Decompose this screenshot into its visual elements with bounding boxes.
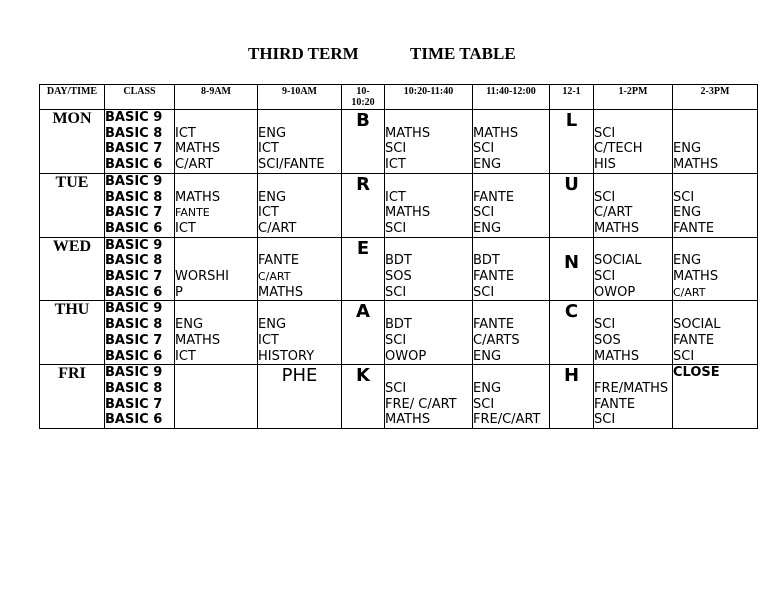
subject-line: FRE/ C/ART [385,396,457,412]
day-row-tue [40,173,758,237]
header-2-3pm: 2-3PM [673,85,758,110]
subject-line: C/ARTS [473,332,520,348]
title-timetable: TIME TABLE [410,44,516,63]
subject-line [473,238,549,254]
cell-1-2pm [594,173,673,237]
subject-line: C/ART [673,285,706,299]
lunch-letter-cell [550,301,594,365]
cell-8-9am [175,110,258,174]
subject-line: SCI [473,205,495,221]
cell-9-10am [258,110,342,174]
subject-line [673,110,757,126]
lunch-letter: N [563,251,580,273]
subject-line [175,397,257,413]
cell-9-10am [258,173,342,237]
class-label: BASIC 9 [105,365,163,381]
subject-line: SCI [385,380,407,396]
subject-line: C/ART [594,205,633,221]
cell-1140-1200 [473,173,550,237]
subject-line: P [175,284,183,300]
header-daytime: DAY/TIME [40,85,105,110]
class-label: BASIC 6 [105,220,163,236]
subject-line: ENG [175,317,204,333]
subject-line: SCI [473,141,495,157]
subject-line: MATHS [175,141,221,157]
cell-2-3pm [673,237,758,301]
class-label: BASIC 7 [105,269,163,285]
subject-line: ICT [258,141,279,157]
cell-2-3pm [673,110,758,174]
subject-line: ICT [385,157,406,173]
cell-9-10am [258,301,342,365]
subject-line: ENG [673,205,702,221]
page-title [0,44,768,66]
break-letter: E [356,237,370,259]
cell-1-2pm [594,365,673,429]
break-letter-cell [342,365,385,429]
subject-line: FANTE [473,189,515,205]
class-label: BASIC 7 [105,141,163,157]
subject-line: ENG [473,157,502,173]
subject-line: SCI [594,189,616,205]
subject-line: FANTE [594,396,636,412]
subject-line: SCI [473,396,495,412]
subject-line: SCI [385,332,407,348]
subject-line: FANTE [673,220,715,236]
subject-line [175,253,257,269]
subject-line: SCI [385,284,407,300]
day-label: TUE [40,173,105,237]
subject-line [473,174,549,190]
header-1020-1140: 10:20-11:40 [385,85,473,110]
title-term: THIRD TERM [248,44,359,63]
subject-line [594,110,672,126]
subject-line: SCI [385,220,407,236]
header-12-1: 12-1 [550,85,594,110]
subject-line: SOS [594,332,621,348]
cell-8-9am [175,365,258,429]
subject-line: FANTE [175,206,210,220]
subject-line: CLOSE [673,365,720,381]
subject-line [673,126,757,142]
subject-line [473,365,549,381]
subject-line [473,301,549,317]
day-label: MON [40,110,105,174]
subject-line: SOCIAL [673,317,721,333]
cell-9-10am [258,237,342,301]
break-letter-cell [342,301,385,365]
subject-line [673,238,757,254]
cell-2-3pm [673,173,758,237]
subject-line: OWOP [385,348,427,364]
subject-line: FANTE [258,253,300,269]
lunch-letter: L [565,110,578,131]
lunch-letter-cell [550,237,594,301]
cell-1-2pm [594,237,673,301]
cell-2-3pm [673,301,758,365]
subject-line [673,174,757,190]
subject-line [673,397,757,413]
subject-line: ENG [258,189,287,205]
lunch-letter-cell [550,110,594,174]
timetable-body [40,110,758,429]
class-label: BASIC 8 [105,189,163,205]
subject-line [473,110,549,126]
subject-line: MATHS [473,125,519,141]
subject-line: MATHS [175,332,221,348]
day-row-wed [40,237,758,301]
class-label: BASIC 9 [105,237,163,253]
break-letter-cell [342,173,385,237]
subject-line: C/TECH [594,141,643,157]
subject-line: ICT [175,348,196,364]
class-list [105,301,175,365]
timetable [39,84,758,429]
cell-1140-1200 [473,365,550,429]
subject-line: FANTE [673,332,715,348]
class-label: BASIC 6 [105,412,163,428]
break-letter: K [356,365,370,387]
class-label: BASIC 8 [105,125,163,141]
class-label: BASIC 7 [105,332,163,348]
subject-line: C/ART [258,270,291,283]
break-letter-cell [342,110,385,174]
subject-line [594,301,672,317]
subject-line: MATHS [594,220,640,236]
header-1-2pm: 1-2PM [594,85,673,110]
subject-line [258,301,341,317]
lunch-letter: H [563,365,580,387]
break-letter: A [356,301,370,323]
subject-line: SCI [473,284,495,300]
subject-line: FRE/C/ART [473,412,541,428]
lunch-letter-cell [550,365,594,429]
subject-line: SCI [594,412,616,428]
class-label: BASIC 8 [105,253,163,269]
class-label: BASIC 8 [105,380,163,396]
cell-1-2pm [594,301,673,365]
class-label: BASIC 9 [105,173,163,189]
subject-line: ICT [258,332,279,348]
cell-1020-1140 [385,365,473,429]
cell-8-9am [175,173,258,237]
subject-line: C/ART [175,157,214,173]
subject-line: ICT [175,220,196,236]
class-label: BASIC 8 [105,317,163,333]
subject-line: MATHS [175,189,221,205]
subject-line: ENG [473,220,502,236]
lunch-letter: C [564,301,579,323]
header-class: CLASS [105,85,175,110]
subject-line: C/ART [258,220,297,236]
subject-line: ENG [258,317,287,333]
class-label: BASIC 6 [105,348,163,364]
subject-line [175,412,257,428]
subject-text: PHE [281,365,318,387]
subject-line [258,110,341,126]
class-label: BASIC 7 [105,205,163,221]
day-row-mon [40,110,758,174]
subject-line: BDT [385,253,412,269]
subject-line: SOCIAL [594,253,642,269]
lunch-letter-cell [550,173,594,237]
cell-1140-1200 [473,237,550,301]
subject-line: ENG [673,253,702,269]
subject-line: OWOP [594,284,636,300]
subject-line [673,412,757,428]
subject-line: BDT [385,317,412,333]
header-9-10am: 9-10AM [258,85,342,110]
subject-line [175,365,257,381]
day-row-fri [40,365,758,429]
subject-line [175,110,257,126]
cell-1140-1200 [473,301,550,365]
break-letter: R [356,173,370,195]
subject-line [385,238,472,254]
cell-2-3pm [673,365,758,429]
class-label: BASIC 6 [105,157,163,173]
header-row [40,85,758,110]
day-row-thu [40,301,758,365]
subject-line: SCI [594,269,616,284]
day-label: FRI [40,365,105,429]
header-8-9am: 8-9AM [175,85,258,110]
subject-line [175,238,257,254]
subject-line: SCI/FANTE [258,157,325,173]
subject-line: ICT [385,189,406,205]
lunch-letter: U [564,173,579,195]
cell-8-9am [175,237,258,301]
subject-line: WORSHI [175,269,229,284]
day-label: WED [40,237,105,301]
cell-1-2pm [594,110,673,174]
class-list [105,110,175,174]
subject-line: SCI [385,141,407,157]
subject-line: SOS [385,269,412,284]
subject-line [175,381,257,397]
header-10-1020: 10- 10:20 [342,85,385,110]
cell-1020-1140 [385,173,473,237]
break-letter-cell [342,237,385,301]
class-list [105,365,175,429]
subject-line: FANTE [473,317,515,333]
subject-line: ENG [473,380,502,396]
class-label: BASIC 7 [105,396,163,412]
subject-line: ENG [473,348,502,364]
subject-line: SCI [594,125,616,141]
class-list [105,173,175,237]
subject-line: MATHS [673,269,719,284]
cell-1020-1140 [385,301,473,365]
subject-line [385,110,472,126]
class-label: BASIC 9 [105,301,163,317]
subject-line [175,174,257,190]
subject-line: ICT [258,205,279,221]
subject-line: SCI [673,348,695,364]
day-label: THU [40,301,105,365]
subject-line: ENG [258,125,287,141]
cell-1140-1200 [473,110,550,174]
subject-line: MATHS [385,412,431,428]
subject-line: BDT [473,253,500,269]
subject-line [258,238,341,254]
cell-8-9am [175,301,258,365]
subject-line: MATHS [385,205,431,221]
subject-line: FRE/MATHS [594,380,669,396]
subject-line: MATHS [258,284,304,300]
subject-line: SCI [594,317,616,333]
cell-1020-1140 [385,237,473,301]
subject-line: MATHS [673,157,719,173]
subject-line: SCI [673,189,695,205]
header-1140-1200: 11:40-12:00 [473,85,550,110]
subject-line [175,301,257,317]
cell-1020-1140 [385,110,473,174]
subject-line [385,301,472,317]
class-label: BASIC 6 [105,284,163,300]
subject-line [673,381,757,397]
subject-line: HIS [594,157,616,173]
subject-line: HISTORY [258,348,315,364]
class-list [105,237,175,301]
class-label: BASIC 9 [105,110,163,125]
subject-line [385,174,472,190]
subject-line [594,365,672,381]
subject-line: MATHS [385,125,431,141]
subject-line [258,174,341,190]
subject-line: ENG [673,141,702,157]
subject-line: ICT [175,125,196,141]
subject-line [673,301,757,317]
break-letter: B [356,110,370,131]
subject-line [594,238,672,254]
subject-line [594,174,672,190]
subject-line [385,365,472,381]
cell-9-10am [258,365,342,429]
subject-line: FANTE [473,269,515,284]
subject-line: MATHS [594,348,640,364]
